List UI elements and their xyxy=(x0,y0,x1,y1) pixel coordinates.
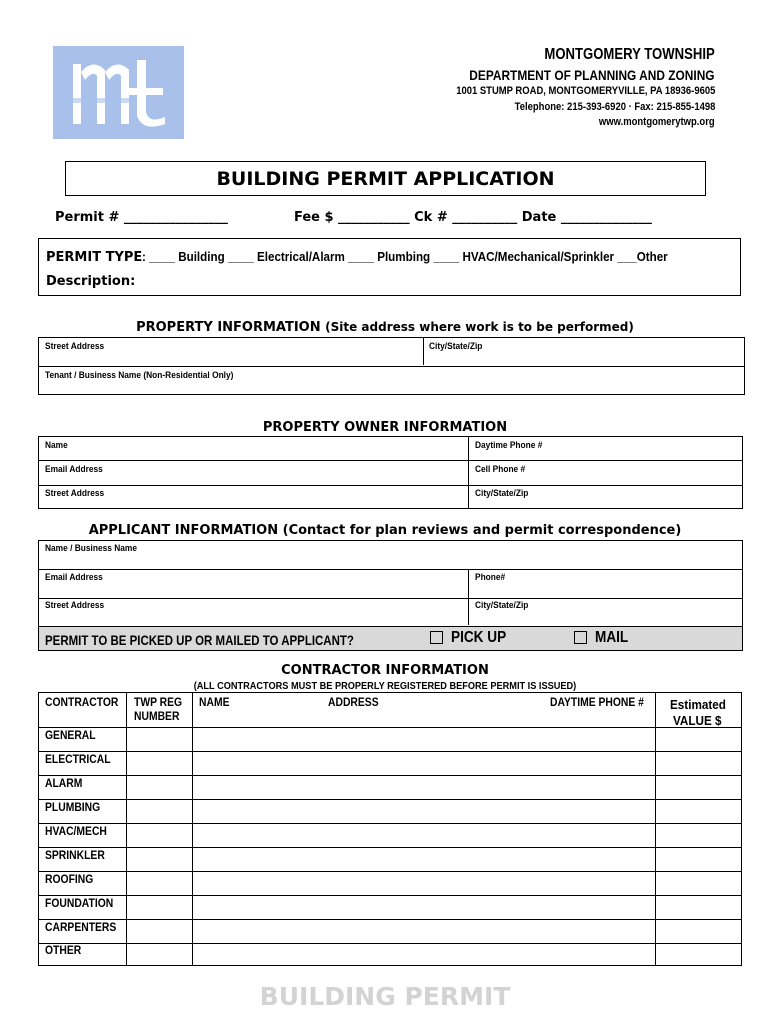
permit-type-box xyxy=(38,238,741,296)
divider xyxy=(126,693,127,965)
owner-name-label[interactable]: Name xyxy=(45,440,68,451)
owner-box xyxy=(38,436,743,509)
page-title: BUILDING PERMIT APPLICATION xyxy=(216,168,555,190)
divider xyxy=(655,693,656,965)
divider xyxy=(192,693,193,965)
table-row[interactable]: HVAC/MECH xyxy=(45,826,107,838)
applicant-section-title xyxy=(0,523,770,538)
applicant-name-label[interactable]: Name / Business Name xyxy=(45,543,138,554)
divider xyxy=(423,338,424,365)
divider xyxy=(39,775,741,776)
table-row[interactable]: GENERAL xyxy=(45,730,96,742)
permit-type-label: PERMIT TYPE xyxy=(46,250,143,265)
applicant-email-label[interactable]: Email Address xyxy=(45,572,103,583)
org-name: MONTGOMERY TOWNSHIP xyxy=(544,46,715,63)
contractor-title: CONTRACTOR INFORMATION xyxy=(281,663,489,678)
pickup-option[interactable] xyxy=(430,629,516,647)
applicant-phone-label[interactable]: Phone# xyxy=(475,572,506,583)
divider xyxy=(39,799,741,800)
org-phones: Telephone: 215-393-6920 · Fax: 215-855-1498 xyxy=(514,101,715,113)
divider xyxy=(39,485,742,486)
property-city-label[interactable]: City/State/Zip xyxy=(429,341,483,352)
contractor-table xyxy=(38,692,742,966)
divider xyxy=(39,460,742,461)
property-section-title xyxy=(0,320,770,335)
owner-title: PROPERTY OWNER INFORMATION xyxy=(262,420,508,435)
divider xyxy=(39,847,741,848)
table-row[interactable]: ROOFING xyxy=(45,874,94,886)
township-logo xyxy=(53,46,184,139)
org-address: 1001 STUMP ROAD, MONTGOMERYVILLE, PA 18936-9605 xyxy=(455,85,715,97)
property-subtitle: (Site address where work is to be performed) xyxy=(325,320,634,334)
title-box xyxy=(65,161,706,196)
header-name: NAME xyxy=(199,697,230,709)
header-address: ADDRESS xyxy=(328,697,379,709)
property-title: PROPERTY INFORMATION xyxy=(136,320,321,335)
header-estimated: Estimated xyxy=(670,697,726,712)
footer-watermark: BUILDING PERMIT xyxy=(259,982,511,1011)
divider xyxy=(468,569,469,625)
header-value: VALUE $ xyxy=(673,713,722,728)
pickup-row xyxy=(39,627,742,650)
header-twp-reg: TWP REG xyxy=(134,697,183,709)
owner-cell-label[interactable]: Cell Phone # xyxy=(475,464,526,475)
applicant-title: APPLICANT INFORMATION xyxy=(88,523,279,538)
tenant-label[interactable]: Tenant / Business Name (Non-Residential Only) xyxy=(45,370,234,381)
contractor-note: (ALL CONTRACTORS MUST BE PROPERLY REGISTERED BEFORE PERMIT IS ISSUED) xyxy=(193,681,577,692)
property-street-label[interactable]: Street Address xyxy=(45,341,105,352)
divider xyxy=(39,919,741,920)
pickup-question: PERMIT TO BE PICKED UP OR MAILED TO APPLICANT? xyxy=(45,632,354,648)
table-row[interactable]: FOUNDATION xyxy=(45,898,114,910)
applicant-city-label[interactable]: City/State/Zip xyxy=(475,600,529,611)
owner-day-phone-label[interactable]: Daytime Phone # xyxy=(475,440,543,451)
department-name: DEPARTMENT OF PLANNING AND ZONING xyxy=(469,67,715,83)
divider xyxy=(39,727,741,728)
pickup-option-label: PICK UP xyxy=(451,629,507,646)
divider xyxy=(468,437,469,508)
table-row[interactable]: PLUMBING xyxy=(45,802,101,814)
divider xyxy=(39,895,741,896)
mail-option-label: MAIL xyxy=(595,629,629,646)
mail-checkbox[interactable] xyxy=(574,631,587,644)
table-row[interactable]: SPRINKLER xyxy=(45,850,105,862)
owner-section-title xyxy=(0,420,770,435)
table-row[interactable]: CARPENTERS xyxy=(45,922,117,934)
applicant-street-label[interactable]: Street Address xyxy=(45,600,105,611)
permit-type-line[interactable] xyxy=(46,250,708,265)
divider xyxy=(39,943,741,944)
table-row[interactable]: ELECTRICAL xyxy=(45,754,111,766)
description-label[interactable]: Description: xyxy=(46,274,136,289)
owner-city-label[interactable]: City/State/Zip xyxy=(475,488,529,499)
property-box xyxy=(38,337,745,395)
permit-type-options[interactable]: : ____ Building ____ Electrical/Alarm ____ Plumbing ____ HVAC/Mechanical/Sprinkler ___Other xyxy=(142,250,668,264)
contractor-section-title xyxy=(0,663,770,678)
divider xyxy=(39,569,742,570)
mail-option[interactable] xyxy=(574,629,634,647)
header-contractor: CONTRACTOR xyxy=(45,697,119,709)
pickup-checkbox[interactable] xyxy=(430,631,443,644)
header-phone: DAYTIME PHONE # xyxy=(550,697,644,709)
permit-number-field[interactable]: Permit # ________________ xyxy=(55,210,228,225)
owner-email-label[interactable]: Email Address xyxy=(45,464,103,475)
divider xyxy=(39,598,742,599)
org-website: www.montgomerytwp.org xyxy=(599,116,715,128)
divider xyxy=(39,751,741,752)
fee-check-date-field[interactable]: Fee $ ___________ Ck # __________ Date ______________ xyxy=(294,210,652,225)
header-number: NUMBER xyxy=(134,711,180,723)
divider xyxy=(39,823,741,824)
divider xyxy=(39,871,741,872)
applicant-subtitle: (Contact for plan reviews and permit correspondence) xyxy=(282,523,682,538)
owner-street-label[interactable]: Street Address xyxy=(45,488,105,499)
applicant-box xyxy=(38,540,743,651)
table-row[interactable]: OTHER xyxy=(45,945,82,957)
table-row[interactable]: ALARM xyxy=(45,778,83,790)
divider xyxy=(39,366,744,367)
